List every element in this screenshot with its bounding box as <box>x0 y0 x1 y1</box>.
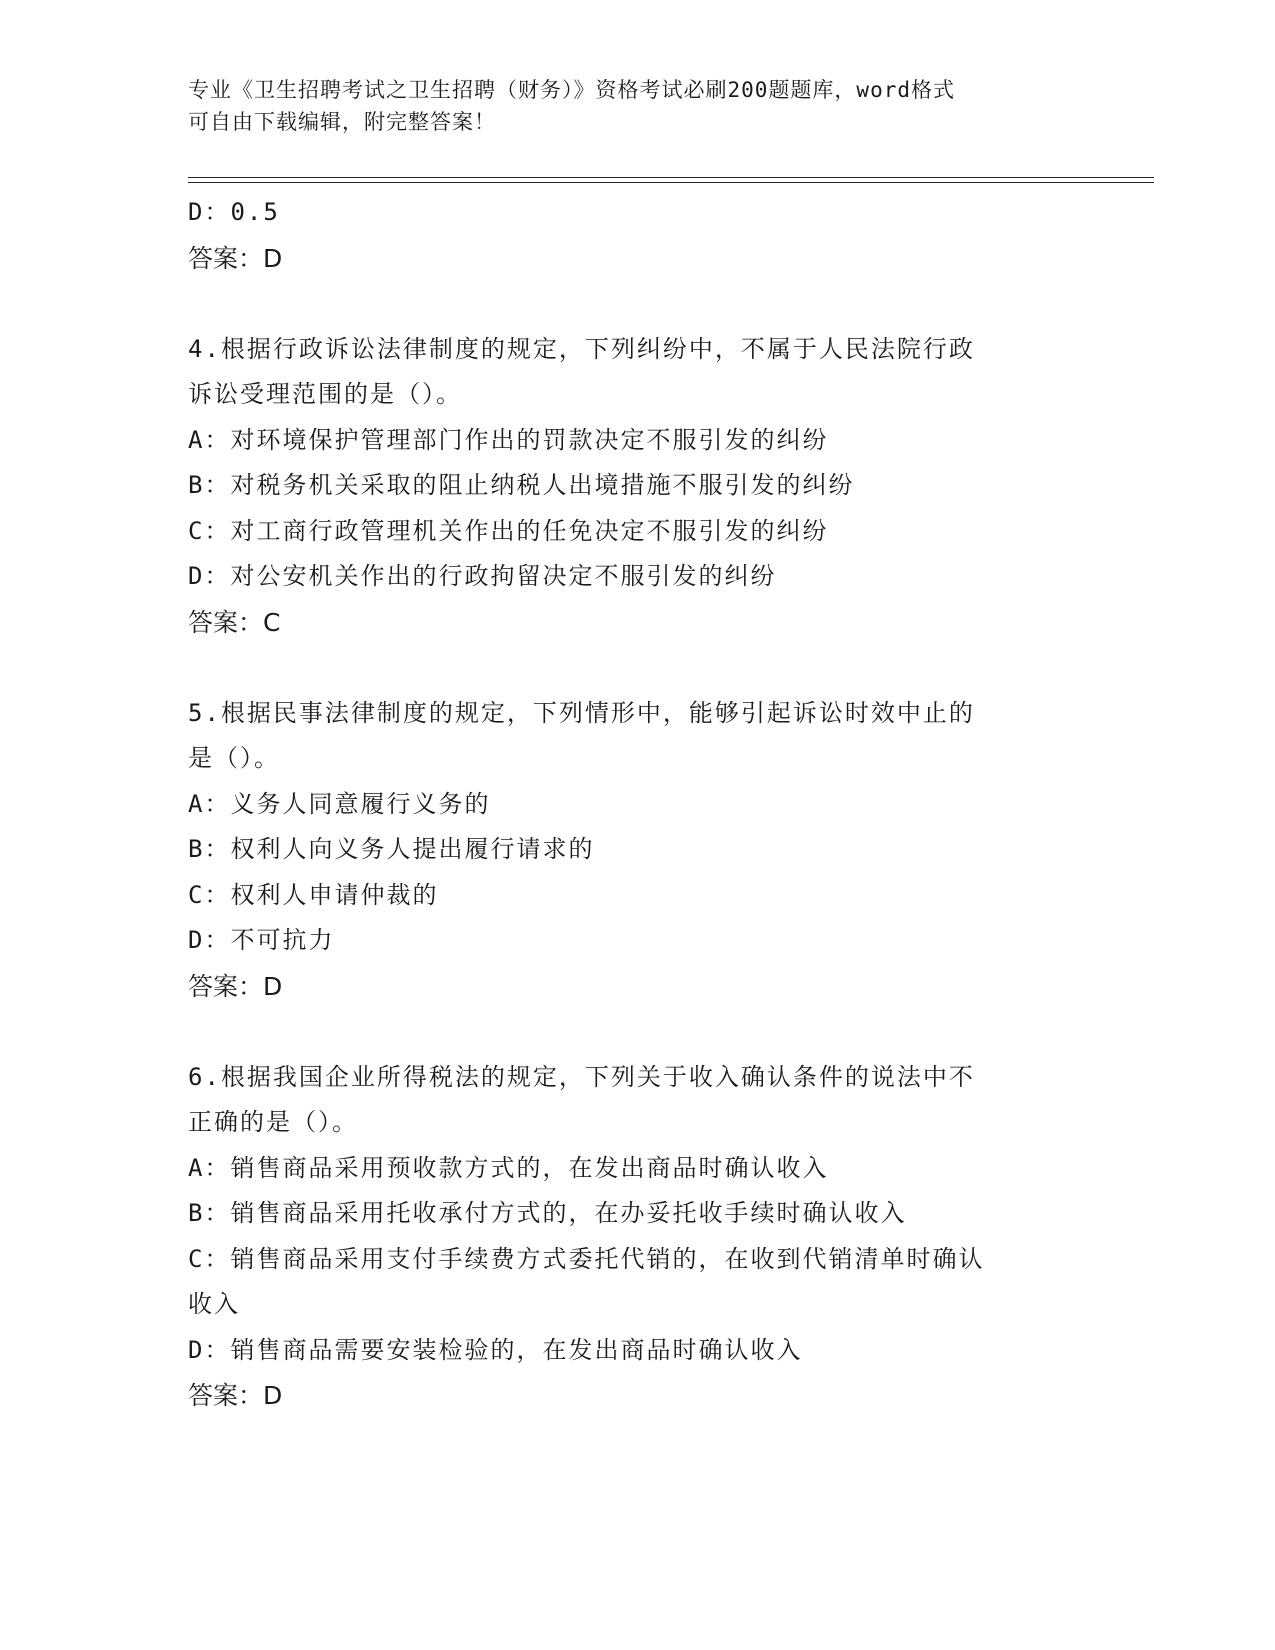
option-d: D：0.5 <box>188 198 280 226</box>
option-c: C：对工商行政管理机关作出的任免决定不服引发的纠纷 <box>188 516 829 545</box>
option-c: C：销售商品采用支付手续费方式委托代销的，在收到代销清单时确认 <box>188 1244 985 1273</box>
header-line-2: 可自由下载编辑，附完整答案！ <box>188 110 496 134</box>
header-line-1: 专业《卫生招聘考试之卫生招聘（财务）》资格考试必刷200题题库，word格式 <box>188 78 955 102</box>
question-stem: 诉讼受理范围的是（）。 <box>188 380 462 408</box>
option-a: A：销售商品采用预收款方式的，在发出商品时确认收入 <box>188 1153 829 1182</box>
answer: 答案：D <box>188 243 283 273</box>
option-b: B：销售商品采用托收承付方式的，在办妥托收手续时确认收入 <box>188 1199 907 1227</box>
question-3-tail <box>188 190 1088 281</box>
spacer <box>188 1009 1088 1055</box>
question-stem: 4.根据行政诉讼法律制度的规定，下列纠纷中，不属于人民法院行政 <box>188 334 975 363</box>
option-c: C：权利人申请仲裁的 <box>188 880 439 909</box>
question-content <box>188 190 1088 1419</box>
option-c-continued: 收入 <box>188 1290 240 1318</box>
option-a: A：对环境保护管理部门作出的罚款决定不服引发的纠纷 <box>188 425 829 454</box>
question-4 <box>188 327 1088 646</box>
question-stem: 正确的是（）。 <box>188 1108 358 1136</box>
question-stem: 是（）。 <box>188 744 280 772</box>
answer: 答案：C <box>188 607 281 637</box>
option-a: A：义务人同意履行义务的 <box>188 789 491 818</box>
option-d: D：不可抗力 <box>188 926 335 954</box>
question-stem: 6.根据我国企业所得税法的规定，下列关于收入确认条件的说法中不 <box>188 1062 975 1091</box>
answer: 答案：D <box>188 971 283 1001</box>
option-d: D：销售商品需要安装检验的，在发出商品时确认收入 <box>188 1335 803 1364</box>
question-5 <box>188 691 1088 1010</box>
question-6 <box>188 1055 1088 1419</box>
header-divider <box>188 177 1154 183</box>
spacer <box>188 645 1088 691</box>
option-b: B：对税务机关采取的阻止纳税人出境措施不服引发的纠纷 <box>188 471 855 499</box>
page-header <box>188 74 1068 138</box>
answer: 答案：D <box>188 1381 283 1410</box>
spacer <box>188 281 1088 327</box>
option-b: B：权利人向义务人提出履行请求的 <box>188 835 595 863</box>
question-stem: 5.根据民事法律制度的规定，下列情形中，能够引起诉讼时效中止的 <box>188 698 975 727</box>
option-d: D：对公安机关作出的行政拘留决定不服引发的纠纷 <box>188 562 777 590</box>
